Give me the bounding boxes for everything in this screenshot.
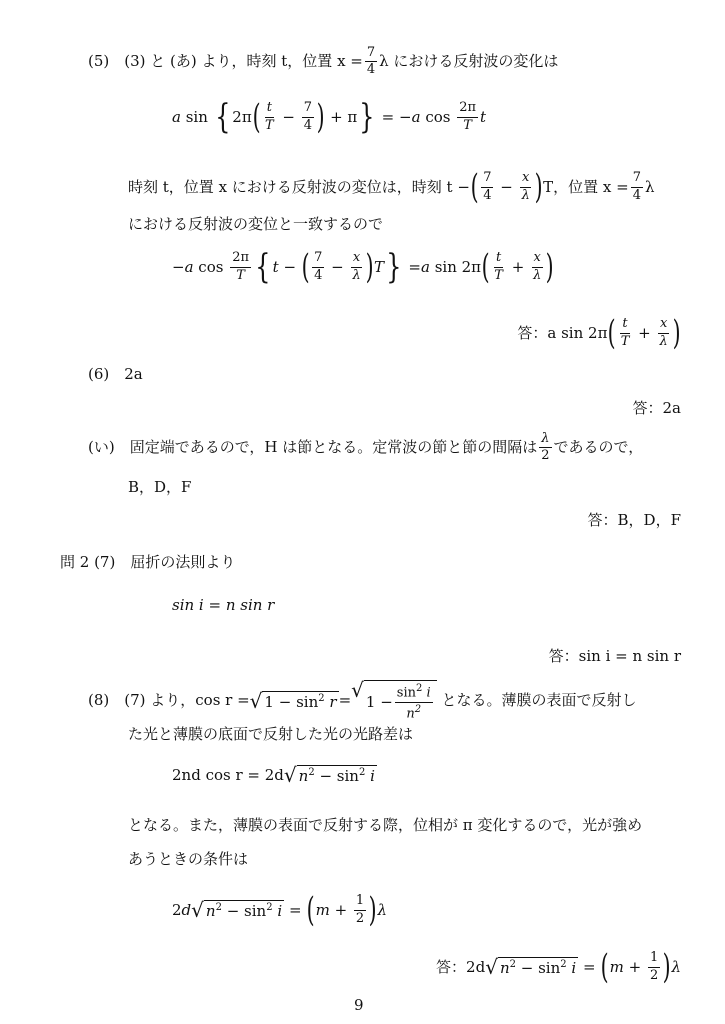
- equation-2: − a cos $\frac{2\pi}{T}$ { t − ( $\frac{7}{4}$ − $\frac{x}{\lambda}$ ) T } = a sin 2π ( $\frac{t}{T}$ + $\frac{x}{\lambda}$ ): [172, 247, 554, 287]
- equation-1: a sin { 2π ( $\frac{t}{T}$ − $\frac{7}{4}$ ) + π } = − a cos $\frac{2\pi}{T}$ t: [172, 97, 487, 137]
- p5-answer: 答：a sin 2π ( $\frac{t}{T}$ + $\frac{x}{\lambda}$ ): [517, 313, 681, 353]
- p8-equation-1: 2nd cos r = 2d √ $n^2 - \sin^2 i$: [172, 763, 375, 787]
- p6-answer: 答：2a: [632, 399, 681, 417]
- p6-line: (6) 2a: [88, 365, 143, 383]
- pi-nodes: B，D，F: [128, 478, 192, 496]
- page-number: 9: [354, 996, 364, 1014]
- p5-intro-line: (5) (3) と (あ) より，時刻 t，位置 x = $\frac{7}{4}$ λ における反射波の変化は: [88, 45, 559, 78]
- pi-answer: 答：B，D，F: [587, 511, 681, 529]
- pi-line: (い) 固定端であるので，H は節となる。定常波の節と節の間隔は $\frac{\lambda}{2}$ であるので，: [88, 431, 644, 464]
- p8-line-1: (8) (7) より，cos r = √ $1 - \sin^2 r$ = √ 1 − $\frac{\sin^2 i}{n^2}$ となる。薄膜の表面で反射し: [88, 678, 637, 721]
- p8-line-2: た光と薄膜の底面で反射した光の光路差は: [128, 725, 414, 743]
- q2-header: 問 2 (7) 屈折の法則より: [60, 553, 236, 571]
- q2-equation: sin i = n sin r: [172, 596, 275, 614]
- fraction-7-4: $\frac{7}{4}$: [366, 45, 376, 78]
- p8-equation-2: 2 d √ $n^2 - \sin^2 i$ = ( m + $\frac{1}{2}$ ) λ: [172, 890, 387, 930]
- p8-line-4: あうときの条件は: [128, 850, 249, 868]
- p8-answer: 答：2d √ $n^2 - \sin^2 i$ = ( m + $\frac{1}{2}$ ) λ: [436, 947, 681, 987]
- q2-answer: 答：sin i = n sin r: [548, 647, 681, 665]
- p8-line-3: となる。また，薄膜の表面で反射する際，位相が π 変化するので，光が強め: [128, 816, 643, 834]
- p5-paragraph-1: 時刻 t，位置 x における反射波の変位は，時刻 t − ( $\frac{7}{4}$ − $\frac{x}{\lambda}$ ) T，位置 x = $\frac{7}{4}$ λ: [128, 167, 655, 207]
- p5-paragraph-2: における反射波の変位と一致するので: [128, 215, 384, 233]
